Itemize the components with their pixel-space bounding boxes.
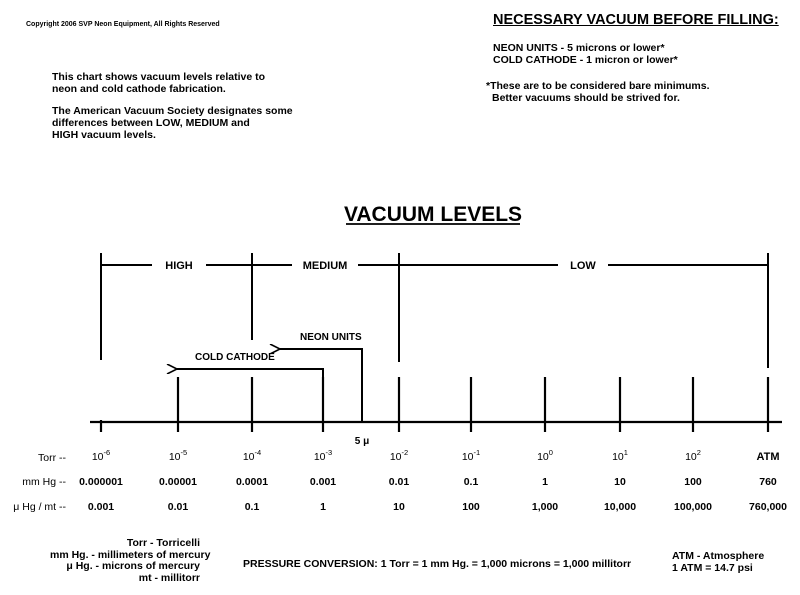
mmhg-value: 0.001 <box>309 476 337 488</box>
torr-value: $10^2$ <box>685 448 701 463</box>
torr-value: ATM <box>756 451 780 463</box>
mmhg-value: 0.1 <box>463 476 479 488</box>
unit-legend <box>50 537 211 584</box>
note-line: Better vacuums should be strived for. <box>492 92 680 104</box>
intro-line: The American Vacuum Society designates some <box>52 105 293 117</box>
micron-value: 100 <box>462 501 480 513</box>
mmhg-value: 0.00001 <box>159 476 197 488</box>
micron-value: 10 <box>393 501 405 513</box>
mmhg-value: 0.0001 <box>235 476 269 488</box>
atm-line: 1 ATM = 14.7 psi <box>672 561 753 574</box>
legend-line: Torr - Torricelli <box>126 537 200 549</box>
micron-value: 100,000 <box>674 501 712 513</box>
column-values <box>79 448 787 513</box>
micron-value: 1 <box>320 501 326 513</box>
axis-ticks <box>101 377 768 432</box>
range-brackets <box>101 253 768 368</box>
necessary-vacuum-title: NECESSARY VACUUM BEFORE FILLING: <box>493 12 779 28</box>
cold-cathode-arrow <box>177 369 323 422</box>
torr-value: $10^{-2}$ <box>389 448 409 463</box>
micron-value: 1,000 <box>531 501 559 513</box>
range-label-low: LOW <box>570 260 596 272</box>
neon-units-arrow <box>280 349 362 422</box>
legend-line: mm Hg. - millimeters of mercury <box>50 548 211 561</box>
neon-requirement: NEON UNITS - 5 microns or lower* <box>493 42 665 54</box>
five-micron-label: 5 μ <box>354 436 370 447</box>
micron-row-label: μ Hg / mt -- <box>13 501 66 513</box>
mmhg-value: 1 <box>542 476 548 488</box>
intro-line: neon and cold cathode fabrication. <box>52 83 226 95</box>
torr-row-label: Torr -- <box>38 452 66 464</box>
range-label-high: HIGH <box>165 260 193 272</box>
cold-cathode-requirement: COLD CATHODE - 1 micron or lower* <box>493 54 678 66</box>
intro-line: HIGH vacuum levels. <box>52 129 156 141</box>
pressure-conversion: PRESSURE CONVERSION: 1 Torr = 1 mm Hg. = 1,000 microns = 1,000 millitorr <box>243 558 632 570</box>
note-line: *These are to be considered bare minimums. <box>486 80 710 92</box>
copyright-notice: Copyright 2006 SVP Neon Equipment, All Rights Reserved <box>26 21 220 28</box>
mmhg-value: 0.000001 <box>79 476 123 488</box>
torr-value: $10^1$ <box>612 448 628 463</box>
torr-value: $10^{-4}$ <box>242 448 262 463</box>
torr-value: $10^{-5}$ <box>168 448 188 463</box>
intro-line: differences between LOW, MEDIUM and <box>52 117 250 129</box>
micron-value: 10,000 <box>603 501 637 513</box>
mmhg-value: 760 <box>759 476 777 488</box>
legend-line: mt - millitorr <box>138 571 200 584</box>
micron-value: 0.01 <box>167 501 189 513</box>
atm-notes <box>672 551 764 574</box>
mmhg-value: 100 <box>684 476 702 488</box>
torr-value: $10^0$ <box>537 448 553 463</box>
torr-value: $10^{-3}$ <box>313 448 333 463</box>
micron-value: 0.1 <box>244 501 260 513</box>
cold-cathode-label: COLD CATHODE <box>195 352 275 363</box>
micron-value: 0.001 <box>87 501 115 513</box>
mmhg-row-label: mm Hg -- <box>22 476 66 488</box>
torr-value: $10^{-1}$ <box>461 448 481 463</box>
legend-line: μ Hg. - microns of mercury <box>66 560 200 572</box>
mmhg-value: 10 <box>614 476 626 488</box>
intro-line: This chart shows vacuum levels relative to <box>52 71 265 83</box>
atm-line: ATM - Atmosphere <box>672 550 765 562</box>
range-label-medium: MEDIUM <box>302 260 348 272</box>
mmhg-value: 0.01 <box>388 476 410 488</box>
micron-value: 760,000 <box>749 501 787 513</box>
diagram-title: VACUUM LEVELS <box>343 203 523 226</box>
neon-units-label: NEON UNITS <box>300 332 362 343</box>
torr-value: $10^{-6}$ <box>91 448 111 463</box>
